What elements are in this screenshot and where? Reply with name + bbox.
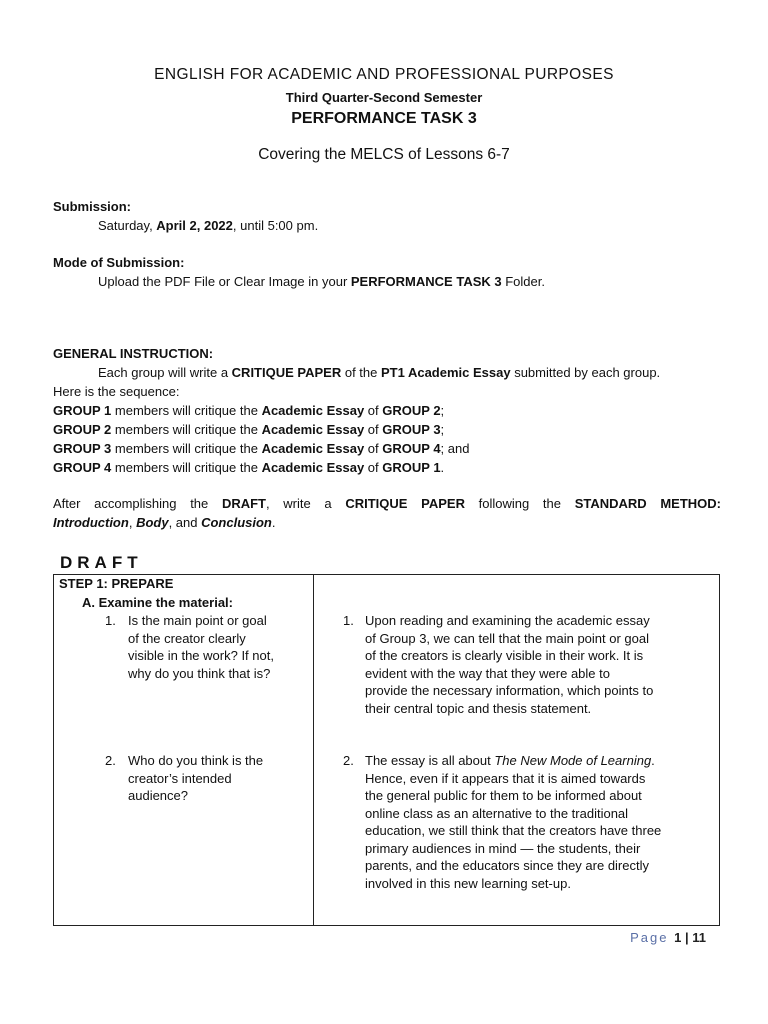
page-separator: | xyxy=(681,930,693,945)
i1c: of the xyxy=(341,365,381,380)
mode-text-before: Upload the PDF File or Clear Image in your xyxy=(98,274,351,289)
g0o: of xyxy=(364,403,383,418)
i1e: submitted by each group. xyxy=(510,365,661,380)
a2fc: . xyxy=(651,753,655,768)
page-footer xyxy=(630,930,706,945)
q1-line: of the creator clearly xyxy=(128,630,246,646)
mode-section xyxy=(53,253,721,291)
ag: Introduction xyxy=(53,515,129,530)
g2t: GROUP 4 xyxy=(382,441,441,456)
a2-line: Hence, even if it appears that it is aimed towards xyxy=(365,770,646,786)
i1d: PT1 Academic Essay xyxy=(380,365,511,380)
g0e: ; xyxy=(440,403,445,418)
ad: CRITIQUE PAPER xyxy=(345,496,465,511)
g0a: Academic Essay xyxy=(261,403,365,418)
a2-line: parents, and the educators since they are directly xyxy=(365,858,649,873)
al: . xyxy=(271,515,276,530)
mode-folder: PERFORMANCE TASK 3 xyxy=(350,274,502,289)
g2e: ; and xyxy=(440,441,470,456)
ak: Conclusion xyxy=(201,515,272,530)
aj: , and xyxy=(168,515,202,530)
draft-table xyxy=(53,574,720,926)
g2a: Academic Essay xyxy=(261,441,365,456)
group-line xyxy=(53,458,721,477)
a1-line: provide the necessary information, which points to xyxy=(365,683,654,698)
ah: , xyxy=(128,515,137,530)
af: STANDARD METHOD: xyxy=(574,496,722,511)
g3m: members will critique the xyxy=(111,460,262,475)
a2-text xyxy=(365,752,661,892)
g1: GROUP 2 xyxy=(53,422,112,437)
ai: Body xyxy=(136,515,169,530)
g2: GROUP 3 xyxy=(53,441,112,456)
a1-line: of the creators is clearly visible in their work. It is xyxy=(365,648,644,663)
group-line xyxy=(53,439,721,458)
examine-label: A. Examine the material: xyxy=(82,595,233,610)
submission-time: , until 5:00 pm. xyxy=(232,218,319,233)
page-total: 11 xyxy=(692,930,706,945)
g3t: GROUP 1 xyxy=(382,460,441,475)
a2-number: 2. xyxy=(343,753,354,768)
q1-line: Is the main point or goal xyxy=(128,613,267,628)
a2fa: The essay is all about xyxy=(365,753,495,768)
g3a: Academic Essay xyxy=(261,460,365,475)
g1a: Academic Essay xyxy=(261,422,365,437)
g1e: ; xyxy=(440,422,445,437)
g3e: . xyxy=(440,460,445,475)
a1-number: 1. xyxy=(343,613,354,628)
g0: GROUP 1 xyxy=(53,403,112,418)
instruction-line2: Here is the sequence: xyxy=(53,384,180,399)
g2m: members will critique the xyxy=(111,441,262,456)
ab: DRAFT xyxy=(221,496,266,511)
q1-line: visible in the work? If not, xyxy=(128,648,274,663)
a1-line: evident with the way that they were able to xyxy=(365,665,610,681)
g0t: GROUP 2 xyxy=(382,403,441,418)
a1-text xyxy=(365,612,653,717)
a2-line: involved in this new learning set-up. xyxy=(365,875,571,891)
q2-line: audience? xyxy=(128,788,188,803)
a1-line: Upon reading and examining the academic essay xyxy=(365,613,650,628)
instruction-section xyxy=(53,344,721,477)
mode-text xyxy=(53,272,721,291)
q2-line: Who do you think is the xyxy=(128,753,264,768)
q2-text xyxy=(128,752,263,805)
aa: After accomplishing the xyxy=(53,496,222,511)
g2o: of xyxy=(364,441,383,456)
q1-text xyxy=(128,612,274,682)
mode-text-after: Folder. xyxy=(501,274,545,289)
ae: following the xyxy=(464,496,575,511)
submission-day: Saturday, xyxy=(98,218,157,233)
term-subtitle: Third Quarter-Second Semester xyxy=(285,90,483,105)
submission-date: April 2, 2022 xyxy=(156,218,233,233)
submission-label: Submission: xyxy=(53,199,132,214)
a2-line: primary audiences in mind — the students, their xyxy=(365,840,641,856)
i1a: Each group will write a xyxy=(98,365,232,380)
i1b: CRITIQUE PAPER xyxy=(231,365,342,380)
submission-section xyxy=(53,197,721,235)
answers-cell xyxy=(314,575,720,926)
a2fb: The New Mode of Learning xyxy=(494,753,652,768)
page-word: Page xyxy=(630,930,669,945)
g1o: of xyxy=(364,422,383,437)
after-line2 xyxy=(53,513,721,532)
instruction-label: GENERAL INSTRUCTION: xyxy=(53,346,214,361)
g1t: GROUP 3 xyxy=(382,422,441,437)
q1-line: why do you think that is? xyxy=(128,665,271,681)
covering-line: Covering the MELCS of Lessons 6-7 xyxy=(258,146,510,163)
a2-line: education, we still think that the creators have three xyxy=(365,823,662,838)
instruction-line1 xyxy=(53,363,721,382)
mode-label: Mode of Submission: xyxy=(53,255,185,270)
after-line1 xyxy=(53,494,721,513)
a1-line: of Group 3, we can tell that the main point or goal xyxy=(365,630,650,646)
g3o: of xyxy=(364,460,383,475)
a1-line: their central topic and thesis statement. xyxy=(365,700,592,716)
a2-line: online class as an alternative to the traditional xyxy=(365,805,629,821)
submission-date-line xyxy=(53,216,721,235)
q1-number: 1. xyxy=(105,613,116,628)
g1m: members will critique the xyxy=(111,422,262,437)
g0m: members will critique the xyxy=(111,403,262,418)
a2-line: the general public for them to be informed about xyxy=(365,788,642,803)
ac: , write a xyxy=(266,496,346,511)
q2-number: 2. xyxy=(105,753,116,768)
draft-heading: DRAFT xyxy=(60,553,143,572)
task-title: PERFORMANCE TASK 3 xyxy=(291,110,477,127)
group-line xyxy=(53,401,721,420)
a2-first-line xyxy=(365,752,661,770)
g3: GROUP 4 xyxy=(53,460,112,475)
questions-cell xyxy=(54,575,314,926)
q2-line: creator’s intended xyxy=(128,770,232,786)
group-line xyxy=(53,420,721,439)
course-title: ENGLISH FOR ACADEMIC AND PROFESSIONAL PURPOSES xyxy=(154,66,614,83)
step-label: STEP 1: PREPARE xyxy=(59,576,174,591)
page-number: 1 xyxy=(674,930,682,945)
after-section xyxy=(53,494,721,532)
